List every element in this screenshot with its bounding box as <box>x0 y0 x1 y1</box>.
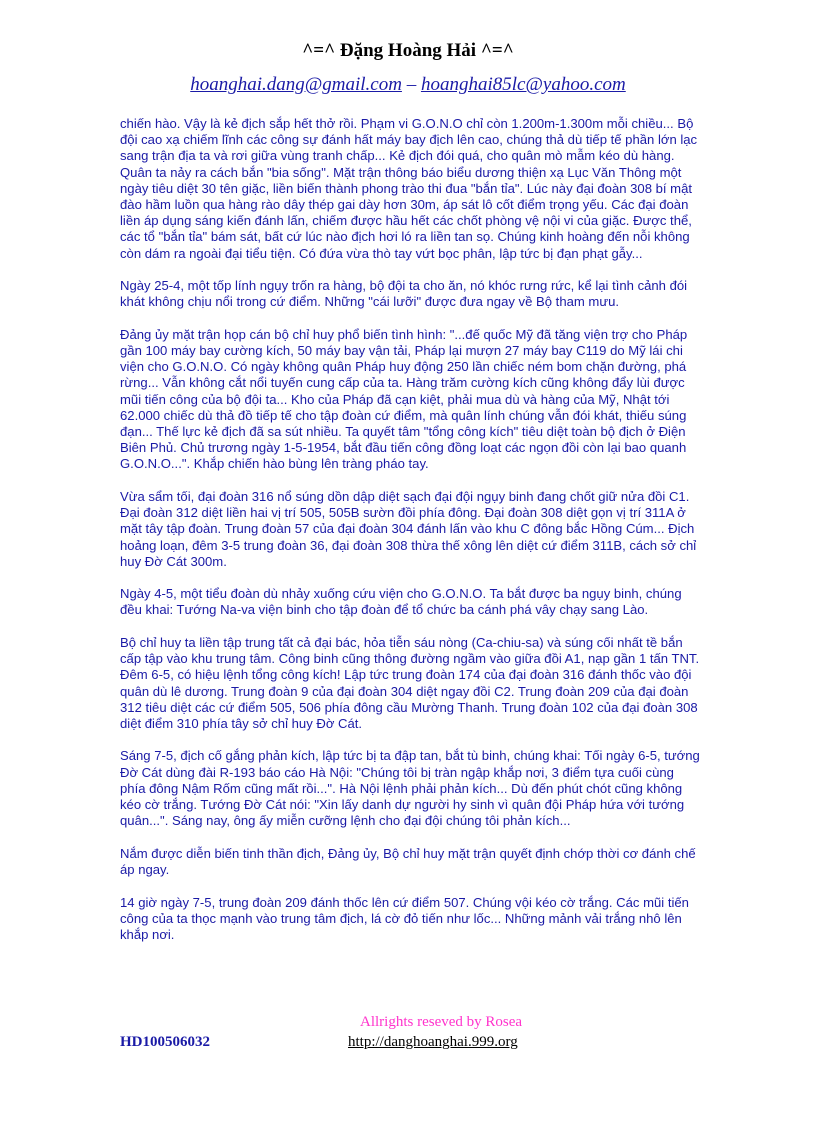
paragraph: Sáng 7-5, địch cố gắng phản kích, lập tức bị ta đập tan, bắt tù binh, chúng khai: Tối ngày 6-5, tướng Đờ Cát dùng đài R-193 báo cáo Hà Nội: "Chúng tôi bị tràn ngập khắp nơi, 3 điểm tựa cuối cùng phía đông Nậm Rốm cũng mất rồi...". Hà Nội lệnh phải phản kích... Dù đến phút chót cũng không kéo cờ trắng. Tướng Đờ Cát nói: "Xin lấy danh dự người hy sinh vì quân đội Pháp hứa với tướng quân...". Sáng nay, ông ấy miễn cưỡng lệnh cho đại đội chúng tôi phản kích... <box>120 748 700 829</box>
paragraph: chiến hào. Vậy là kẻ địch sắp hết thở rồi. Phạm vi G.O.N.O chỉ còn 1.200m-1.300m mỗi chiều... Bộ đội cao xạ chiếm lĩnh các công sự đánh hất máy bay địch lên cao, chúng thả dù tiếp tế phần lớn lạc sang trận địa ta và rơi giữa vùng tranh chấp... Kẻ địch đói quá, cho quân mò mẫm kéo dù hàng. Quân ta nảy ra cách bắn "bia sống". Mặt trận thông báo biểu dương thiện xạ Lục Văn Thông một ngày tiêu diệt 30 tên giặc, liền biến thành phong trào thi đua "bắn tỉa". Lúc này đại đoàn 308 bí mật đào hầm luồn qua hàng rào dây thép gai dày hơn 30m, áp sát lô cốt điểm trọng yếu. Các đại đoàn liền áp dụng sáng kiến đánh lấn, chiếm được hầu hết các chốt phòng vệ nội vi của giặc. Được thể, các tổ "bắn tỉa" bám sát, bất cứ lúc nào địch hơi ló ra liền tan sọ. Chúng kinh hoàng đến nỗi không còn dám ra ngoài đại tiểu tiện. Có đứa vừa thò tay vứt bọc phân, lập tức bị đạn phạt gẫy... <box>120 116 698 261</box>
email-separator: – <box>401 74 421 95</box>
author-contact <box>0 74 816 96</box>
paragraph: Ngày 25-4, một tốp lính ngụy trốn ra hàng, bộ đội ta cho ăn, nó khóc rưng rức, kể lại tình cảnh đói khát không chịu nổi trong cứ điểm. Những "cái lưỡi" được đưa ngay về Bộ tham mưu. <box>120 278 688 310</box>
paragraph: Ngày 4-5, một tiểu đoàn dù nhảy xuống cứu viện cho G.O.N.O. Ta bắt được ba ngụy binh, chúng đều khai: Tướng Na-va viện binh cho tập đoàn để tổ chức ba cánh phá vây chạy sang Lào. <box>120 586 682 618</box>
email-link-gmail[interactable]: hoanghai.dang@gmail.com <box>190 74 402 95</box>
paragraph: 14 giờ ngày 7-5, trung đoàn 209 đánh thốc lên cứ điểm 507. Chúng vội kéo cờ trắng. Các mũi tiến công của ta thọc mạnh vào trung tâm địch, lá cờ đỏ tiến như lốc... Những mảnh vải trắng nhô lên khắp nơi. <box>120 894 689 942</box>
paragraph: Vừa sẩm tối, đại đoàn 316 nổ súng dồn dập diệt sạch đại đội ngụy binh đang chốt giữ nửa đồi C1. Đại đoàn 312 diệt liền hai vị trí 505, 505B sườn đồi phía đông. Đại đoàn 308 diệt gọn vị trí 311A ở mặt tây tập đoàn. Trung đoàn 57 của đại đoàn 304 đánh lấn vào khu C đông bắc Hồng Cúm... Địch hoảng loạn, đêm 3-5 trung đoàn 36, đại đoàn 308 thừa thế xông lên diệt cứ điểm 311B, cách sở chỉ huy Đờ Cát 300m. <box>120 488 697 569</box>
paragraph: Nắm được diễn biến tinh thần địch, Đảng ủy, Bộ chỉ huy mặt trận quyết định chớp thời cơ đánh chế áp ngay. <box>120 845 696 877</box>
copyright-notice: Allrights reseved by Rosea <box>360 1014 523 1030</box>
paragraph: Bộ chỉ huy ta liền tập trung tất cả đại bác, hỏa tiễn sáu nòng (Ca-chiu-sa) và súng cối nhất tề bắn cấp tập vào khu trung tâm. Công binh cũng thông đường ngầm vào giữa đồi A1, nạp gần 1 tấn TNT. Đêm 6-5, có hiệu lệnh tổng công kích! Lập tức trung đoàn 174 của đại đoàn 316 đánh thốc vào đội quân dù lê dương. Trung đoàn 9 của đại đoàn 304 diệt ngay đồi C2. Trung đoàn 209 của đại đoàn 312 tiêu diệt các cứ điểm 505, 506 phía đông cầu Mường Thanh. Trung đoàn 102 của đại đoàn 308 diệt điểm 310 phía tây sở chỉ huy Đờ Cát. <box>120 634 700 731</box>
paragraph: Đảng ủy mặt trận họp cán bộ chỉ huy phổ biến tình hình: "...đế quốc Mỹ đã tăng viện trợ cho Pháp gần 100 máy bay cường kích, 50 máy bay vận tải, Pháp lại mượn 27 máy bay C119 do Mỹ lái chi viện cho G.O.N.O. Có ngày không quân Pháp huy động 250 lần chiếc ném bom chặn đường, phá rừng... Vẫn không cắt nổi tuyến cung cấp của ta. Hàng trăm cường kích cũng không đẩy lùi được mũi tiến công của bộ đội ta... Kho của Pháp đã cạn kiệt, phải mua dù và hàng của Mỹ, Nhật tới 62.000 chiếc dù thả đồ tiếp tế cho tập đoàn cứ điểm, mà quân lính chúng vẫn đói khát, thiếu súng đạn... Thế lực kẻ địch đã sa sút nhiều. Ta quyết tâm "tổng công kích" tiêu diệt toàn bộ địch ở Điện Biên Phủ. Chủ trương ngày 1-5-1954, bắt đầu tiến công đồng loạt các ngọn đồi còn lại bao quanh G.O.N.O...". Khắp chiến hào bùng lên tràng pháo tay. <box>120 326 688 472</box>
article-body <box>120 116 700 959</box>
page-title: ^=^ Đặng Hoàng Hải ^=^ <box>302 40 514 61</box>
document-code: HD100506032 <box>120 1034 210 1050</box>
website-link[interactable]: http://danghoanghai.999.org <box>348 1034 518 1050</box>
email-link-yahoo[interactable]: hoanghai85lc@yahoo.com <box>420 74 626 95</box>
